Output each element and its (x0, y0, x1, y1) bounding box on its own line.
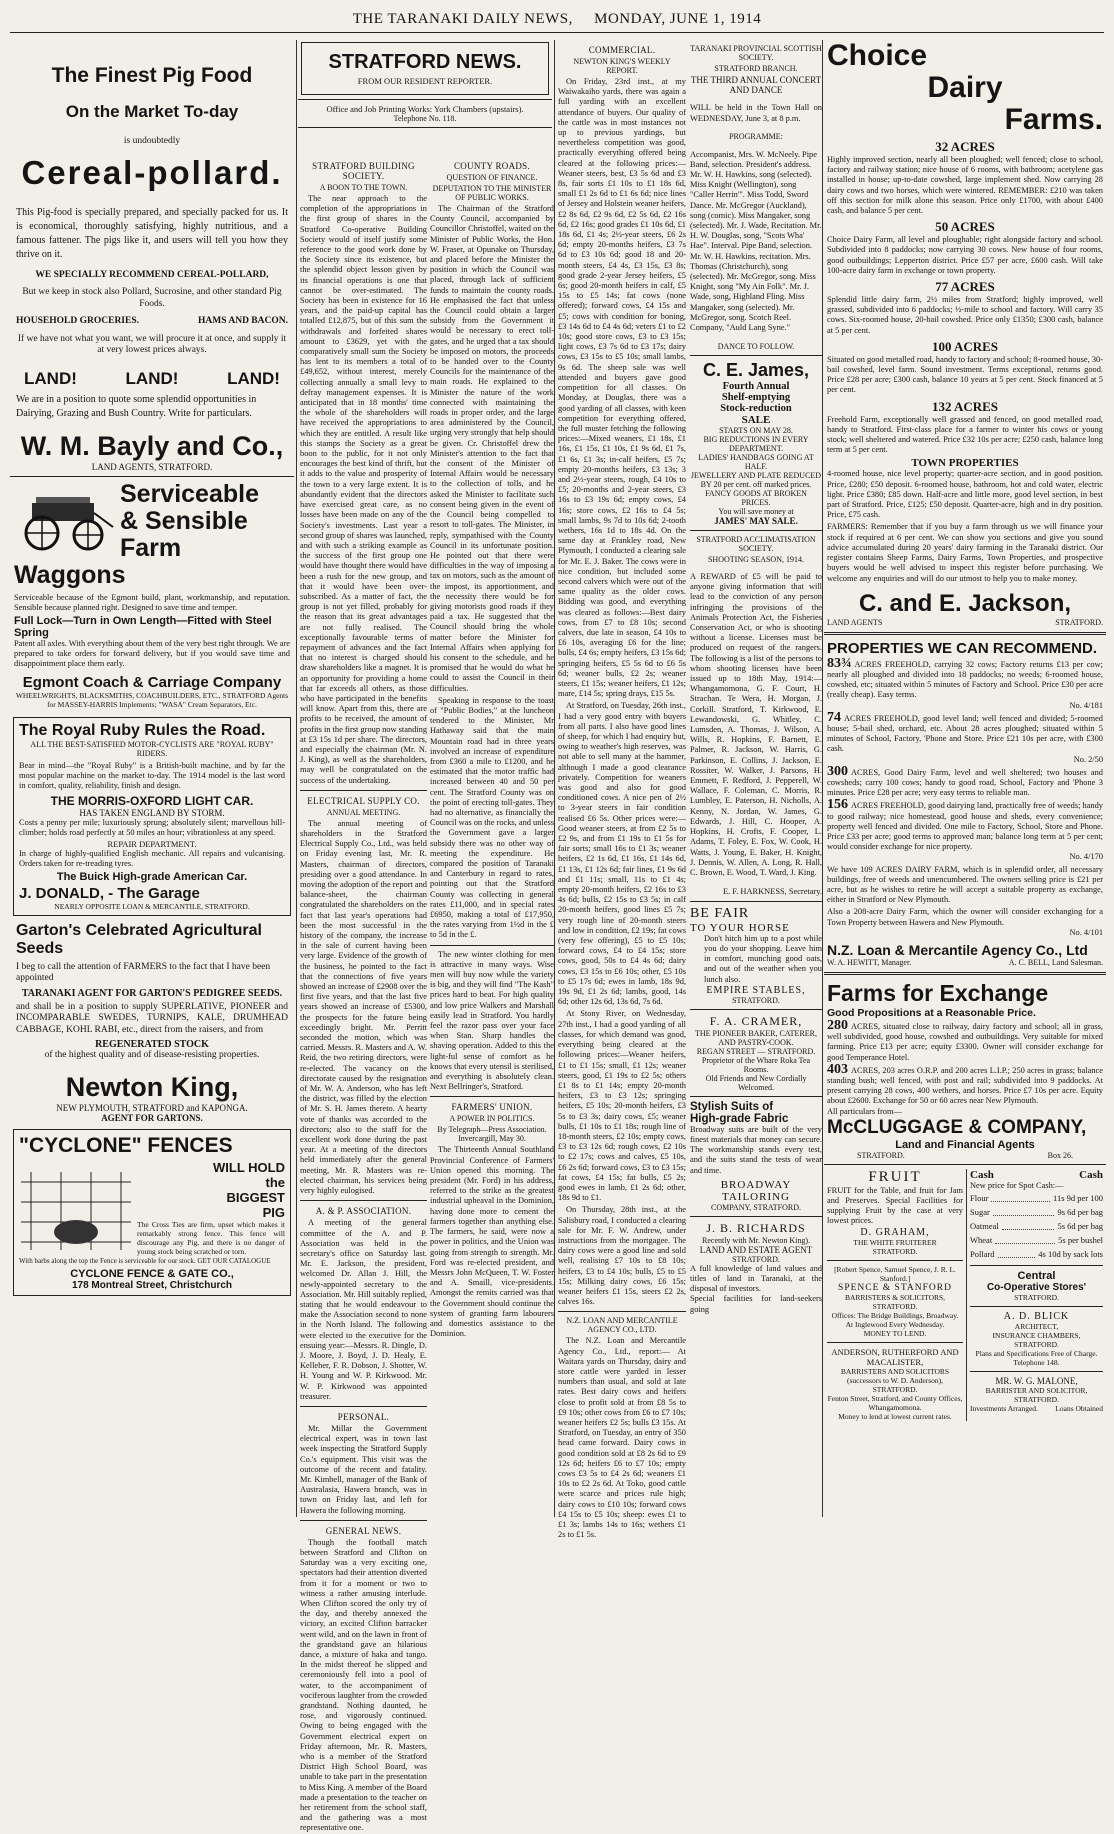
listing-text: Freehold Farm, exceptionally well grassed and fenced, on good metalled road, handy to Stratford. First-class place for a farmer to winter his cows or young stock; well sheltered and watered. Price £32 10s per acre; £250 cash, balance long term at 5 per cent. (827, 414, 1103, 455)
article-body: The near approach to the completion of the appropriations in the first group of shares in the Stratford Co-operative Building Society would of itself justify some reference to the good work done by the Society since its existence, but the splendid object lesson given by its financial operations is one that cannot be over-estimated. The Society has been in existence for 16 years, and the paid-up capital has totalled £12,875, but of this sum the withdrawals and forfeited shares amount to £3629, yet with the comparatively small sum the Society has lent to its members a total of £49,652, without interest, merely collecting annually a small levy to defray management expenses. It is anticipated that in 18 months' time the whole of the shareholders will have received the appropriations to which they are entitled. A result like this stamps the Society as a great boon to the public, for it not only encourages the best kind of thrift, but it adds to the value and prosperity of the town to a very large extent. It is abundantly evident that the directors have exercised great care, as no losses have been made on any of the Society's investments. Last year a second group of shares was launched, and with such a striking example as the success of the first group one would have thought there would have been a rush for the new group, and that it would have been over-subscribed. As a matter of fact, the group is not yet filled, probably for the reason that its great advantages are not fully realised. The exceptionally favourable terms of repayment of advances and the fact that no interest is charged should draw shareholders like a magnet. It is an opportunity for providing a home that far exceeds all others, as those who have participated in the benefits will know. Apart from this, there are profits to be received, the amount of profits in the first group now standing at £3 15s 1d per share. The directors, and especially the chairman (Mr. N. J. King), as well as the shareholders, may well be congratulated on the success of the undertaking. (300, 194, 428, 785)
ad-text: BIG REDUCTIONS IN EVERY DEPARTMENT. (703, 434, 809, 453)
listing-text: Splendid little dairy farm, 2½ miles from Stratford; highly improved, well grassed, subdivided into 6 paddocks; ½-mile to school and factory. Will carry 35 cows. Six-roomed house, 20-bail cowshed. Price only £1350; £300 cash, balance at 5 per cent. (827, 295, 1103, 335)
article-body: On Thursday, 28th inst., at the Salisbury road, I conducted a clearing sale for Mr. F. W. Andrew, under instructions from the mortgagee. The dairy cows were a good line and sold well, realising £7 10s to £8 10s; heifers, £3 to £4 10s; bulls, £5 to £5 15s; Milking dairy cows, £6 15s; weaner heifers £1 15s, steers £2 2s, calves 16s. (558, 1205, 686, 1307)
james-sale-ad (690, 360, 822, 526)
article-subheading: NEWTON KING'S WEEKLY REPORT. (573, 57, 671, 75)
ad-headline: On the Market To-day (65, 102, 239, 121)
article-body: The Thirteenth Annual Southland Provincial Conference of Farmers' Union opened this morning. The president (Mr. Ford) in his address, referred to the strike as the greatest industrial upheaval in the Dominion, having done more to cement the farmers together than anything else. The farmers, he said, were now a power in politics, and the Union was going from strength to strength. Mr. Ford was re-elected president, and Messrs John McQueen, T. W. Foster and A. Smaill, vice-presidents. Amongst the remits carried was that the Government should continue the system of granting farm labourers and domestics assistance to the Dominion. (430, 1145, 554, 1339)
ad-text: STRATFORD. (1014, 1395, 1059, 1405)
ad-text: of the highest quality and of disease-resisting properties. (44, 1050, 260, 1061)
notice-subheading: DANCE TO FOLLOW. (717, 341, 795, 351)
price-item: Oatmeal (970, 1221, 999, 1232)
firm-name: Newton King, (65, 1071, 239, 1102)
ad-text: INSURANCE CHAMBERS, (992, 1331, 1081, 1341)
ad-headline: FRUIT (868, 1168, 922, 1185)
ad-text: JEWELLERY AND PLATE REDUCED BY 20 per cent. off marked prices. (690, 470, 822, 489)
ad-text: FRUIT for the Table, and fruit for Jam and Preserves. Special Facilities for supplying Fruit by the case at very lowest prices. (827, 1185, 963, 1226)
article-body: The annual meeting of shareholders in the Stratford Electrical Supply Co., Ltd., was held on Friday evening last, Mr. R. Masters, chairman of directors, presiding over a good attendance. In moving the adoption of the report and balance-sheet, the chairman congratulated the shareholders on the fact that last year's operations had been the most successful in the history of the company, the increase in the sale of current having been very large. Evidence of the growth of the business, he pointed to the fact that the connections of five years showed an increase of £2908 over the first five years, and that the last five years showed an increase of £5300, the prospects for the future being exceedingly bright. Mr. Perritt seconded the motion, which was carried. Messrs. R. Masters and A. W. Reid, the two retiring directors, were re-elected. The vacancy on the directorate caused by the resignation of Mr. W. A. Anderson, who has left the district, was filled by the election of Mr. S. H. James thereto. A hearty vote of thanks was accorded to the directors; also to the staff for the excellent work done during the past year. At a meeting of the directors held immediately after the general meeting, Mr. R. Masters was re-elected chairman, his services being very highly eulogised. (300, 818, 427, 1196)
listing-acres: 300 (827, 763, 848, 779)
firm-name: SPENCE & STANFORD (838, 1282, 952, 1293)
article-heading: ELECTRICAL SUPPLY CO. (307, 795, 420, 806)
ad-text: EMPIRE STABLES, (706, 984, 806, 996)
firm-name: Central (1017, 1270, 1056, 1283)
ad-subhead: Good Propositions at a Reasonable Price. (827, 1006, 1036, 1019)
central-stores-ad (970, 1270, 1103, 1302)
ad-headline: PROPERTIES WE CAN RECOMMEND. (827, 639, 1098, 657)
ad-text: Box 26. (1047, 1150, 1073, 1160)
ad-headline: Farm (120, 533, 182, 562)
listing-text: Choice Dairy Farm, all level and ploughable; right alongside factory and school. Subdivided into 8 paddocks; now carrying 30 cows. New house of four rooms, good outbuildings; Lepperton district. Price £57 per acre, £600 cash. Will take 100-acre dairy farm in exchange or town property. (827, 235, 1103, 275)
ad-subhead: THE MORRIS-OXFORD LIGHT CAR. (50, 794, 254, 809)
ad-text: Broadway suits are built of the very finest materials that money can secure. The workmanship stands every test, and the suits stand the tests of wear and time. (690, 1124, 822, 1175)
ad-headline: "CYCLONE" FENCES (19, 1133, 233, 1157)
firm-name: Egmont Coach & Carriage Company (22, 673, 282, 691)
ad-text: All particulars from— (827, 1106, 902, 1116)
article-body: The Chairman of the Stratford County Council, accompanied by Councillor Christoffel, waited on the Minister of Public Works, the Hon. W. Fraser, at Opunake on Thursday, and placed before the Minister the position in which the Council was placed, through lack of sufficient funds to maintain the county roads. He emphasised the fact that unless the Council could obtain a larger subsidy from the Government it would be necessary to erect toll-gates, and he urged that a tax should be imposed on motors, the proceeds to be handed over to the County Councils for the maintenance of the main roads. He explained to the Minister the nature of the work connected with maintaining the roads in proper order, and the large area administered by the Council, urging very strongly that help should be given. Cr. Christoffel drew the Minister's attention to the fact that the consent of the Minister of Internal Affairs would be necessary to the collection of tolls, and he asked the Minister to facilitate such consent being given in the event of the Council being compelled to resort to toll-gates. The Minister, in reply, sympathised with the County Council in its unfortunate position. He pointed out that there were difficulties in the way of imposing a tax on motors, such as the amount of the impost, its apportionment, and the necessity there would be for giving motorists good roads if they paid a tax. He suggested that the Council should bring the whole matter before the Minister for Internal Affairs when applying for his consent to the schedule, and he promised that he would do what he could to assist the Council in their difficulties. (430, 204, 554, 693)
office-text: Office and Job Printing Works: York Chambers (upstairs). (326, 104, 524, 114)
ad-text: With barbs along the top the Fence is serviceable for our stock. GET OUR CATALOGUE (19, 1256, 271, 1265)
firm-name: A. D. BLICK (1003, 1311, 1070, 1323)
ad-text: I beg to call the attention of FARMERS to the fact that I have been appointed (16, 961, 271, 984)
stratford-news-header (298, 40, 552, 158)
notice-subheading: STRATFORD BRANCH. (714, 64, 798, 73)
ad-subhead: Full Lock—Turn in Own Length—Fitted with Steel Spring (14, 614, 272, 639)
ad-headline: Seeds (16, 939, 64, 957)
notice-subheading: THE THIRD ANNUAL CONCERT AND DANCE (690, 75, 822, 95)
listing-acres: 74 (827, 709, 841, 725)
ad-headline: BE FAIR (690, 905, 750, 921)
ad-text: STRATFORD. (857, 1150, 905, 1160)
listing-heading: 132 ACRES (931, 398, 999, 414)
price-value: 5s 6d per bag (1057, 1221, 1103, 1232)
ad-text: WE SPECIALLY RECOMMEND CEREAL-POLLARD, (35, 269, 269, 280)
listing-text: ACRES, situated close to railway, dairy factory and school; all in grass, well subdivided, good house, cowshed and outbuildings. Very suitable for mixed farming. Price £13 per acre; equity £3300. Owner will consider exchange for good Temperance Hotel. (827, 1021, 1103, 1062)
listing-heading: 77 ACRES (935, 279, 995, 295)
ad-headline: High-grade Fabric (690, 1112, 789, 1125)
ad-text: FARMERS: Remember that if you buy a farm through us we will finance your stock if required at 6 per cent. We can show you sections and give you sound advice accumulated during 20 years' dairy farming in the Taranaki district. Our register contains Sheep Farms, Dairy Farms, Town Properties, and prospective buyers would be well advised to inspect this register before purchasing. We welcome any enquiries and will do our utmost to help you to make money. (827, 522, 1103, 583)
listing-text: ACRES, 203 acres O.R.P. and 200 acres L.I.P.; 250 acres in grass; balance standing bush; well fenced, with post and rail; subdivided into 9 paddocks. At present carrying 28 cows, 400 wethers, and horses. Price £7 10s per acre. Equity about £2600. Exchange for 50 or 60 acres near New Plymouth. (827, 1065, 1103, 1106)
malone-ad (970, 1376, 1103, 1413)
ad-text: Old Friends and New Cordially Welcomed. (705, 1073, 807, 1092)
ad-headline: Farms. (1004, 103, 1103, 136)
wagon-illustration (14, 483, 114, 555)
article-heading: COMMERCIAL. (588, 45, 656, 55)
ad-text: STRATFORD. (1014, 1340, 1059, 1350)
column-ads-left (10, 40, 294, 1517)
article-body: Though the football match between Stratford and Clifton on Saturday was a very exciting one, spectators had their attention diverted from it for a moment or two to witness a rather amusing interlude. When Clifton scored the only try of the day, and thereby annexed the victory, an excited Clifton barracker went wild, and on the lawn in front of the grandstand gave an hilarious dance, a mixture of haka and tango. In the midst thereof he slipped and ceremoniously fell into a pool of water, to the accompaniment of vociferous laughter from the crowded grandstand. Nothing daunted, he rose, and vigorously continued. Owing to being engaged with the Government electrical expert on Friday afternoon, Mr. R. Masters, who is a member of the Stratford District High School Board, was unable to take part in the presentation to Miss King. A member of the Board made a presentation to the teacher on her retirement from the school staff, and the gathering was a most representative one. (300, 1537, 427, 1833)
fence-illustration (21, 1162, 131, 1252)
firm-name: MR. W. G. MALONE, (995, 1376, 1078, 1387)
ad-text: (successors to W. D. Anderson), (846, 1375, 944, 1385)
ad-text: STRATFORD. (872, 1246, 918, 1256)
ad-headline: BIGGEST (226, 1189, 285, 1205)
cramer-ad (690, 1014, 822, 1092)
ad-text: Bear in mind—the "Royal Ruby" is a British-built machine, and by far the most popular machine on the market to-day. The 1914 model is the last word in comfort, quality, reliability, finish and design. (19, 760, 285, 790)
ad-text: LAND AGENTS, STRATFORD. (91, 461, 213, 472)
article-heading: STRATFORD BUILDING SOCIETY. (312, 161, 415, 181)
column-rule (296, 40, 297, 1517)
firm-name: McCLUGGAGE & COMPANY, (827, 1116, 1087, 1138)
ad-text: At Inglewood Every Wednesday. (845, 1319, 945, 1329)
firm-name: W. M. Bayly and Co., (20, 430, 284, 461)
news-column-left (298, 156, 429, 1833)
ad-headline: Farms for Exchange (827, 979, 1049, 1006)
ad-text: STRATFORD. (872, 1384, 918, 1394)
masthead (10, 6, 1104, 33)
ad-text: But we keep in stock also Pollard, Sucrosine, and other standard Pig Foods. (22, 287, 282, 309)
article-heading: GENERAL NEWS. (325, 1525, 402, 1536)
blick-ad (970, 1311, 1103, 1367)
price-value: 5s per bushel (1058, 1235, 1103, 1246)
listing-item (827, 907, 1103, 938)
ad-text: Fourth Annual (722, 380, 790, 392)
recommend-ad (824, 640, 1106, 967)
ad-text: HOUSEHOLD GROCERIES. (16, 316, 139, 326)
ad-text: Telephone 148. (1013, 1358, 1060, 1368)
ad-headline: LAND! (24, 368, 77, 388)
article-subheading: N.Z. LOAN AND MERCANTILE AGENCY CO., LTD. (566, 1316, 678, 1335)
ad-headline: Cash (1079, 1168, 1103, 1181)
listing-text: Highly improved section, nearly all been ploughed; well fenced; close to school, factory and railway station; nice house of 6 rooms, with bathroom; acetylene gas installed in house; up-to-date cowshed, large implement shed. Now carrying 28 dairy cows and two horses, which were wintered. REMEMBER: £210 was taken off this section for milk alone this season. Price only £1700, with about £400 cash, and balance 5 per cent. (827, 155, 1103, 216)
cyclone-fences-ad (13, 1129, 291, 1296)
ad-headline: Waggons (14, 560, 126, 589)
notice-signature: E. F. HARKNESS, Secretary. (722, 886, 822, 896)
anderson-ad (827, 1347, 963, 1421)
firm-name: J. B. RICHARDS (706, 1220, 806, 1235)
ad-headline: Serviceable (120, 479, 259, 508)
ad-text: If we have not what you want, we will procure it at once, and supply it at very lowest prices always. (17, 333, 287, 355)
ad-text: In charge of highly-qualified English mechanic. All repairs and vulcanising. Orders taken for re-treading tyres. (19, 848, 285, 868)
ad-text: Recently with Mr. Newton King). (702, 1235, 810, 1245)
ad-text: [Robert Spence, Samuel Spence, J. R. L. Stanford.] (834, 1264, 956, 1283)
ad-text: FANCY GOODS AT BROKEN PRICES. (705, 488, 807, 507)
listing-text: ACRES FREEHOLD, carrying 32 cows; Factory returns £13 per cow; nearly all ploughed and divided into 18 paddocks; no weeds; 6-roomed house, cowshed, etc; situated within 5 minutes of Factory and School. Price £30 per acre (really cheap). Easy terms. (827, 659, 1103, 700)
article-heading: A. & P. ASSOCIATION. (315, 1206, 412, 1217)
article-body: At Stratford, on Tuesday, 26th inst., I had a very good entry with buyers from all parts. I also have good lines of sheep, for which I had enquiry but, owing to weather's high reserves, was not able to sell many at the hammer, although I made a good clearance privately. Competition for weaners was good and also for good conditioned cows. A nice pen of 2½ to 3-year steers in fair condition realised £6 5s. Other prices were:—Good weaner steers, at from £2 5s to £2 9s, and from £1 19s to £1 5s for fair sorts; small 16s to £1 3s; weaner heifers, £2 1s 6d, £1 16s, £1 14s 6d, £1 13s, £1 12s 6d; fair lines, £1 9s 6d and £1 11s; small, 11s to £1 4s; empty 20-month heifers, £2 16s to £3 4s 6d; bulls, £2 15s to £3 5s; in calf 20-month heifers, good lines £5 7s; very rough line of 20-month steers and low in condition, £2 19s; fat cows (very few offering), £5 to £5 10s; forward cows, £4 to £4 15s; store cows, good, 50s to £4 4s 6d; dairy cows, £3 15s to £6 10s; other, £5 10s to £5 17s 6d; ewes in lamb, 18s 9d, 19s 9d, £1 2s 6d; lambs, good, 14s 6d; other 12s 6d, 13s 6d, 7s 6d. (558, 701, 686, 1007)
ad-text: BARRISTERS & SOLICITORS, (844, 1292, 946, 1302)
ad-text: This Pig-food is specially prepared, and specially packed for us. It is economical, thoroughly satisfying, highly nutritious, and a famous fattener. The pigs like it, and users will tell you how they thrive on it. (16, 206, 288, 260)
article-body: Mr. Millar the Government electrical expert, was in town last week inspecting the Stratford Supply Co.'s equipment. This visit was the outcome of the recent and fatality. Mr. Kimbell, manager of the Bank of Australasia, Hawera branch, was in town on Friday last, and left for Hawera the following morning. (300, 1423, 427, 1515)
ad-text: STARTS ON MAY 28. (719, 425, 793, 435)
notice-subheading: SHOOTING SEASON, 1914. (707, 554, 804, 564)
price-value: 9s 6d per bag (1057, 1207, 1103, 1218)
ad-text: LAND AGENTS (827, 617, 883, 627)
ad-headline: WILL HOLD (213, 1159, 285, 1175)
listing-text: Situated on good metalled road, handy to factory and school; 8-roomed house, 30-bail cowshed, level farm. Sound investment. Terms exceptional, returns good. Price £28 per acre; £300 cash, balance 10 years at 5 per cent. Stock financed at 5 per cent. (827, 354, 1103, 395)
ad-text: A. C. BELL, Land Salesman. (1008, 957, 1103, 967)
royal-ruby-ad (13, 717, 291, 916)
listing-acres: 280 (827, 1017, 848, 1033)
ad-text: Money to lend at lowest current rates. (838, 1411, 952, 1421)
article-body: The new winter clothing for men is attractive in many ways. Wise men will buy now while the variety is big, and they will find "The Kash" prices hard to beat. For high quality and low price Walkers and Marshall easily lead in Stratford. You hardly feel the razor pass over your face when Stan. Sharp handles the shaving operation. Added to this the light-ful sense of comfort as he knows that every utensil is sterilised, and everything is absolutely clean. Next Bellringer's, Stratford. (430, 949, 554, 1092)
firm-name: C. and E. Jackson, (858, 589, 1072, 617)
ad-text: Proprietor of the Whare Roka Tea Rooms. (701, 1055, 811, 1074)
listing-item (827, 655, 1103, 711)
price-row (970, 1233, 1103, 1247)
listing-text: ACRES FREEHOLD, good level land; well fenced and divided; 5-roomed house; 5-bail shed, orchard, etc. About 28 acres ploughed; situated within 5 minutes of School, Factory, 'Phone and Store. Price £21 10s per acre, with £300 cash. (827, 713, 1103, 754)
firm-name: D. GRAHAM, (860, 1226, 930, 1238)
article-dateline: By Telegraph—Press Association. Invercargill, May 30. (437, 1125, 547, 1144)
ad-headline: Dairy (927, 71, 1003, 104)
ad-text: Serviceable because of the Egmont build, plant, workmanship, and reputation. Sensible because planned right. Designed to save time and temper. (14, 592, 290, 612)
ad-text: MONEY TO LEND. (863, 1328, 927, 1338)
listing-item (827, 1017, 1103, 1063)
article-subheading: QUESTION OF FINANCE. (446, 173, 538, 182)
ad-subhead: TOWN PROPERTIES (911, 457, 1019, 470)
ad-text: Fenton Street, Stratford, and County Offices, Whangamomona. (827, 1393, 963, 1412)
listing-heading: 32 ACRES (935, 139, 995, 154)
recommend-listings (827, 655, 1103, 938)
broadway-ad (690, 1101, 822, 1212)
price-item: Flour (970, 1193, 989, 1204)
article-body: The N.Z. Loan and Mercantile Agency Co., Ltd., report:— At Waitara yards on Thursday, dairy and store cattle were yarded in lesser numbers than usual, and sold at late rates. Best dairy cows and heifers close to profit sold at from £8 5s to £9 10s; other cows from £6 to £7 10s; weaner heifers £2 5s; bulls £3 15s. At Stratford, on Tuesday, an entry of 350 head came forward. Dairy cows in good condition sold at £8 2s 6d to £9 12s 6d; heifers £6 to £7 10s; empty cows £3 5s to £4 2s 6d; weaners £1 10s to £2 2s 6d. At Toko, good cattle were scarce and prices rule high; dairy cows to £10 10s; forward cows £4 15s to £5 10s; sheep: ewes £1 to £1 3s; lambs 14s to 16s; wethers £1 2s to £1 5s. (558, 1336, 686, 1540)
masthead-date: MONDAY, JUNE 1, 1914 (594, 11, 762, 27)
commercial-column (556, 40, 688, 1540)
ad-text: You will save money at (718, 506, 794, 516)
price-leader (995, 1233, 1055, 1244)
exchange-listings (827, 1017, 1103, 1107)
listing-item (827, 763, 1103, 799)
price-leader (1002, 1219, 1055, 1230)
firm-name: BROADWAY TAILORING (720, 1178, 792, 1203)
ad-headline: LAND! (125, 368, 179, 388)
dairy-listings (827, 139, 1103, 455)
notice-text: A REWARD of £5 will be paid to anyone giving information that will lead to the conviction of any person infringing the provisions of the Animals Protection Act, the Fisheries Conservation Act, or who is shooting without a license. Licenses must be produced on request of the rangers. The following is a list of the persons to whom shooting licenses have been issued up to 18th May, 1914:— Whangamomona, G. F. Court, H. Strachan. Te Wera, H. Morgan, J. Corkill. Stratford, T. Kirkwood, E. Lewandowski, G. Whitley, C. Lumsden, A. Thomas, J. Wilson, A. Wills, R. Hopkins, F. Barnett, E. Palmer, R. Jackson, W. Harris, G. Parkinson, E. Collins, J. Jackson, E. Rossiter, W. Walker, J. Parsons, H. Emmett, F. Redford, J. Pepperell, W. Wallace, F. Coleman, C. Morris, R. Lumbley, E. Paterson, H. Nicholls, A. Kenny, N. Jordan, W. James, G. Edwards, J. Hill, C. Hooper, A. Hopkins, H. Crofts, F. Cooper, L. Adams, T. Foley, E. Fox, W. Cook, H. Watts, J. Young, E. Baker, H. Knight, J. Dennis, W. Allen, A. Long, R. Hall, C. Brown, E. Wood, T. Ward, J. King. (690, 572, 822, 877)
ad-text: Costs a penny per mile; luxuriously sprung; absolutely silent; marvellous hill-climber; holds road perfectly at 50 miles an hour; vibrationless at any speed. (19, 818, 285, 838)
ad-headline: Garton's Celebrated Agricultural (16, 921, 262, 939)
horse-ad (690, 906, 822, 1005)
listing-heading: 100 ACRES (931, 338, 999, 354)
ad-text: BARRISTERS AND SOLICITORS (840, 1366, 950, 1376)
price-leader (993, 1205, 1055, 1216)
price-row (970, 1191, 1103, 1205)
ad-text: Offices: The Bridge Buildings, Broadway. (831, 1310, 959, 1320)
notice-heading: TARANAKI PROVINCIAL SCOTTISH SOCIETY. (690, 44, 822, 62)
masthead-title: THE TARANAKI DAILY NEWS, (352, 11, 573, 27)
ad-text: LADIES' HANDBAGS GOING AT HALF. (698, 452, 814, 471)
ad-subhead: REGENERATED STOCK (95, 1039, 209, 1051)
notice-text: WILL be held in the Town Hall on WEDNESDAY, June 3, at 8 p.m. (690, 103, 822, 123)
ad-text: The Cross Ties are firm, upset which makes it remarkably strong fence. This fence will discourage any Pig, and there is no danger of young stock being scratched or torn. (137, 1219, 285, 1256)
listing-ref: No. 4/181 (1069, 700, 1103, 710)
price-item: Wheat (970, 1235, 993, 1246)
listing-ref: No. 4/101 (1069, 927, 1103, 937)
ad-headline: Choice (827, 39, 928, 72)
ad-text: We are in a position to quote some splendid opportunities in Dairying, Grazing and Bush Country. Write for particulars. (16, 393, 257, 419)
ad-headline: LAND! (227, 368, 280, 388)
ad-text: HAS TAKEN ENGLAND BY STORM. (79, 808, 225, 819)
ad-text: ALL THE BEST-SATISFIED MOTOR-CYCLISTS ARE "ROYAL RUBY" RIDERS. (30, 739, 274, 758)
ad-headline: PIG (262, 1204, 285, 1220)
listing-text: ACRES, Good Dairy Farm, level and well sheltered; two houses and cowsheds; carry 100 cows; handy to good road, School, Factory and 'Phone 3 minutes. Price £28 per acre; very easy terms to reliable man. (827, 767, 1103, 798)
ad-text: and shall be in a position to supply SUPERLATIVE, PIONEER and INCOMPARABLE SWEDES, TURNIPS, KALE, DRUMHEAD CABBAGE, KOHL RABI, etc., direct from the raisers, and from (16, 1001, 288, 1035)
ad-headline: The Royal Ruby Rules the Road. (19, 721, 266, 739)
cash-ad (970, 1169, 1103, 1261)
price-row (970, 1205, 1103, 1219)
article-heading: PERSONAL. (337, 1411, 390, 1422)
egmont-ad (10, 481, 294, 709)
listing-acres: 403 (827, 1061, 848, 1077)
price-item: Pollard (970, 1249, 995, 1260)
ad-text: Patent all axles. With everything about them of the very best right through. We are prepared to take orders for forward delivery, but if you would save time and disappointment place them early. (14, 638, 290, 669)
firm-name: F. A. CRAMER, (709, 1013, 803, 1028)
ad-text: 178 Montreal Street, Christchurch (71, 1280, 233, 1292)
notices-column (688, 40, 824, 1517)
ad-text: Plans and Specifications Free of Charge. (975, 1349, 1098, 1359)
ad-text: JAMES' MAY SALE. (714, 515, 798, 526)
firm-name: Co-Operative Stores' (986, 1282, 1087, 1294)
listing-text: ACRES FREEHOLD, good dairying land, practically free of weeds; handy to good railway; nice homestead, good house and sheds, every convenience; property well fenced and divided. One mile to Factory, School, Store and Phone. Price £33 per acre; good terms to approved man; balance long term at 5 per cent; would consider exchange for nice property. (827, 801, 1103, 852)
office-text: Telephone No. 118. (393, 114, 457, 123)
firm-name: C. E. James, (702, 359, 810, 380)
ad-text: W. A. HEWITT, Manager. (827, 957, 912, 967)
ad-text: 4-roomed house, nice level property; quarter-acre section, and in good position. Price, £280; £50 deposit. 6-roomed house, bathroom, hot and cold water, electric light. Price £380; £85 down. Half-acre and little more, good level section, in best part of Stratford. Price, £125; £50 deposit. Quarter-acre, high and in dry position. Price, £75 cash. (827, 469, 1103, 520)
firm-name: N.Z. Loan & Mercantile Agency Co., Ltd (827, 941, 1088, 958)
ad-text: A full knowledge of land values and titles of land in Taranaki, at the disposal of investors. (690, 1263, 822, 1294)
listing-item (827, 797, 1103, 862)
listing-text: We have 109 ACRES DAIRY FARM, which is in splendid order, all necessary buildings, free of weeds and unencumbered. The owners selling price is £21 per acre, but as he wishes to retire he will accept a suitable property as exchange, either in Stratford or New Plymouth. (827, 864, 1103, 905)
article-body: At Stony River, on Wednesday, 27th inst., I had a good yarding of all classes, for which demand was good, everything being cleared at the following prices:—Weaner heifers, £1 to £1 15s; small, £1 12s; weaner steers, good, £1 19s to £2 5s; others £1 8s to £1 14s; empty 20-month heifers, £3 to £3 12s; springing heifers, £5 10s; 20-month heifers, £3 5s to £3 3s; dairy cows, £5; weaner bulls, £1 10s to £1 18s; rough line of 18-month steers, £2 10s; empty cows, £3 to £3 12s 6d; rough cows, £2 10s to £2 17s; cows and calves, £5 10s, £6 2s 6d; forward cows, £3 to £3 15s; fat cows, £4 15s; fat bulls, £5 2s; good ewes in lamb, £1 2s 6d; other, 18s 9d to £1. (558, 1009, 686, 1203)
ad-subhead: The Buick High-grade American Car. (56, 870, 248, 883)
ad-text: STRATFORD. (1055, 617, 1103, 627)
ad-text: Shelf-emptying (721, 391, 791, 403)
article-heading: FARMERS' UNION. (451, 1102, 533, 1113)
ad-text: THE WHITE FRUITERER (853, 1237, 937, 1247)
article-body: A meeting of the general committee of the A. and P. Association was held in the secretary's office on Saturday last. Mr. E. Jackson, the president, welcomed Dr. Allan J. Hill, the newly-appointed secretary to the Association. Mr. Hill suitably replied, stating that he would endeavour to make the Association second to none in the North Island. The following were elected to the executive for the ensuing year:—Messrs. R. Dingle, D. J. Moore, J. Boyd, J. D. Healy, E. Kelleher, F. R. Dobson, J. Shotter, W. H. Young and W. P. Kirkwood. Mr. W. P. Kirkwood was appointed treasurer. (300, 1218, 427, 1401)
product-name: Cereal-pollard. (21, 153, 283, 191)
ad-headline: & Sensible (120, 506, 248, 535)
listing-ref: No. 4/170 (1069, 852, 1103, 862)
section-subtitle: FROM OUR RESIDENT REPORTER. (357, 76, 493, 86)
price-row (970, 1247, 1103, 1261)
listing-item (827, 709, 1103, 765)
listing-item (827, 865, 1103, 906)
spence-ad (827, 1265, 963, 1338)
ad-text: BARRISTER AND SOLICITOR, (985, 1386, 1088, 1396)
article-heading: COUNTY ROADS. (453, 161, 531, 171)
ad-text: STRATFORD. (732, 1254, 780, 1264)
pig-food-ad (10, 40, 294, 357)
ad-headline: the (265, 1174, 285, 1190)
firm-name: ANDERSON, RUTHERFORD AND MACALISTER, (831, 1346, 959, 1367)
section-title: STRATFORD NEWS. (328, 51, 522, 73)
ad-headline: TO YOUR HORSE (690, 921, 790, 934)
price-value: 11s 9d per 100 (1053, 1193, 1103, 1204)
ad-text: SALE (741, 413, 771, 426)
notice-text: Accompanist, Mrs. W. McNeely. Pipe Band, selection. President's address. Mr. W. H. Hawkins, song (selected). Miss Knight (Wellington), song "Caller Herrin'". Miss Todd, Sword Dance. Mr. McGregor (Auckland), song (comic). Miss Mangaker, song (selected). Mr. J. Wade, Recitation. Mr. H. W. Douglas, song, "Scots Wha' Hae". Interval. Pipe Band, selection. Mr. W. H. Hawkins, recitation. Mrs. Thomas (Christchurch), song (selected). Mr. McGregor, song. Miss Knight, song "My Ain Folk". Mr. J. Wade, song, Highland Fling. Miss Mangaker, song (selected). Mr. McGregor, song. Scotch Reel. Company, "Auld Lang Syne." (690, 149, 822, 333)
notice-subheading: PROGRAMME: (729, 132, 783, 142)
notice-heading: STRATFORD ACCLIMATISATION SOCIETY. (696, 534, 816, 553)
ad-text: Investments Arranged. (970, 1404, 1038, 1414)
ad-text: is undoubtedly (123, 136, 181, 146)
richards-ad (690, 1221, 822, 1315)
ad-text: Loans Obtained (1055, 1404, 1103, 1414)
ad-headline: Stylish Suits of (690, 1100, 774, 1113)
ad-subhead: Land and Financial Agents (895, 1138, 1035, 1151)
ad-text: WHEELWRIGHTS, BLACKSMITHS, COACHBUILDERS, ETC., STRATFORD Agents for MASSEY-HARRIS Implements; "WASA" Cream Separators, Etc. (15, 690, 289, 709)
price-leader (998, 1247, 1036, 1258)
ad-text: LAND AND ESTATE AGENT (699, 1244, 813, 1255)
article-subheading: A POWER IN POLITICS. (449, 1114, 535, 1124)
firm-name: CYCLONE FENCE & GATE CO., (70, 1268, 234, 1281)
article-body: Speaking in response to the toast of "Public Bodies," at the luncheon tendered to the Minister, Mr Hathaway said that the main Mountain road had in three years involved an increase of expenditure from £360 a mile to £1200, and he estimated that the motor traffic had increased between 40 and 50 per cent. The Stratford County was on the point of erecting toll-gates. They had no alternative, as financially the Council was on the rocks, and unless the Government gave a larger subsidy there was no other way of meeting the expenditure. He compared the position of Taranaki and Canterbury in regard to rates, pointing out that the Stratford County was collecting in general rates £11,000, and in special rates £6950, making a total of £17,950, the rates varying from 1½d in the £ to 5d in the £. (430, 695, 554, 940)
article-subheading: DEPUTATION TO THE MINISTER OF PUBLIC WORKS. (432, 184, 552, 202)
ad-text: REGAN STREET — STRATFORD. (696, 1046, 816, 1056)
ad-text: AGENT FOR GARTONS. (101, 1112, 203, 1123)
listing-item (827, 1061, 1103, 1107)
ad-text: HAMS AND BACON. (198, 316, 288, 326)
land-ad (10, 357, 294, 472)
price-value: 4s 10d by sack lots (1038, 1249, 1103, 1260)
ad-text: ARCHITECT, (1014, 1322, 1059, 1332)
price-leader (991, 1191, 1050, 1202)
article-subheading: ANNUAL MEETING. (326, 807, 401, 817)
ad-subhead: TARANAKI AGENT FOR GARTON'S PEDIGREE SEEDS. (21, 987, 283, 999)
ad-text: NEW PLYMOUTH, STRATFORD and KAPONGA. (56, 1102, 248, 1113)
news-column-right (428, 156, 556, 1517)
ad-text: STRATFORD. (872, 1301, 918, 1311)
listing-text: Also a 208-acre Dairy Farm, which the owner will consider exchanging for a Town Property between Hawera and New Plymouth. (827, 907, 1103, 927)
ad-text: REPAIR DEPARTMENT. (107, 838, 197, 849)
exchange-ad (824, 980, 1106, 1160)
ad-text: NEARLY OPPOSITE LOAN & MERCANTILE, STRATFORD. (54, 901, 250, 911)
listing-ref: No. 2/50 (1073, 754, 1103, 764)
listing-heading: 50 ACRES (935, 219, 995, 235)
article-body: On Friday, 23rd inst., at my Waiwakaiho yards, there was again a full yarding with an excellent attendance of buyers. Our quality of the cattle was in most instances not up to previous yardings, but nevertheless competition was good, practically everything offered being cleared at the following prices:—Weaner steers, best, £3 5s 6d and £3 8s, fair sorts £1 10s to £1 18s 6d, small £1 2s 6d to £1 6s 6d; nice lines of Jersey and Holstein weaner heifers, £2 8s 6d, £2 9s 6d, £2 5s 6d, £2 16s 6d, £2 16s; good grades £1 10s 6d, £1 18s 6d, £1 4s; 2½-year steers, £6 2s 6d; empty 20-months heifers, £3 7s 6d to £3 10s 6d; good 18 and 20-month steers, £4 4s, £3 15s, £3 8s; good grade 2-year Jersey heifers, £5 6s; good 20-month heifers in calf, £5 15s to £5 14s; fat cows (none offered); forward cows, £4 15s and £5; cows with condition for boning, £3 14s 6d to £4 4s 6d; veters £1 to £2 10s; good store cows, £3 to £3 15s; light cows, £3 7s 6d to £3 17s; dairy cows, £3 15s to £5 10s; small lambs, 9s 6d. The sheep sale was well attended and buyers gave good competition for all classes. On Monday, at Douglas, there was a good yarding of all classes, with keen competition for everything offered, the full muster fetching the following prices:—Mixed weaners, £1 18s, £1 16s, £1 15s, £1 10s, £1 9s 6d, £1 7s, £1 6s, £1 3s; in-calf heifers, £5 7s; empty 20-months heifers, £3 13s; 3 and 2½-year steers, rough, £4 10s to £5; 20-months and 2-year steers, £3 16s to £3 19s 6d; empty cows, £4 16s; store cows, £2 16s to £4 5s; small lambs, 9s 7d to 10s 6d; 2-tooth wethers, 16s 1d to 18s 4d. On the same day at Frankley road, New Plymouth, I conducted a clearing sale for Mr. E. J. Baker. The cows were in nice condition, but included some second calvers which were out of the same quality as the older cows. Bidding was good, and everything was cleared as follows:—Best dairy cows, from £7 to £8 10s; second calvers, due late in season, £4 10s to £6 10s, averaging £6 for the line; bulls, £4 6s; empty heifers, £3 15s 6d; springing heifers, £5 5s 6d to £6 5s 6d; weaner bulls, £2 2s; weaner steers, £1 15s; weaner heifers, £1 12s; mare, £14 5s; spring drays, £15 5s. (558, 77, 686, 699)
ad-text: Special facilities for land-seekers going (690, 1294, 822, 1314)
ad-text: COMPANY, STRATFORD. (710, 1202, 802, 1212)
ad-text: Stock-reduction (720, 402, 792, 414)
garton-ad (10, 922, 294, 1123)
column-ads-right (824, 40, 1106, 1517)
fruit-ad (827, 1169, 963, 1256)
ad-headline: The Finest Pig Food (51, 64, 253, 87)
ad-text: STRATFORD. (732, 995, 780, 1005)
article-subheading: A BOON TO THE TOWN. (319, 183, 408, 192)
price-row (970, 1219, 1103, 1233)
listing-acres: 156 (827, 797, 848, 813)
ad-headline: Cash (970, 1168, 994, 1181)
cash-price-list (970, 1191, 1103, 1261)
price-item: Sugar (970, 1207, 990, 1218)
ad-text: STRATFORD. (1014, 1293, 1059, 1303)
listing-acres: 83¾ (827, 655, 852, 671)
ad-text: THE PIONEER BAKER, CATERER, AND PASTRY-COOK. (695, 1028, 817, 1047)
ad-text: Don't hitch him up to a post while you do your shopping. Leave him in comfort, munching good oats, and out of the weather when you lunch also. (704, 933, 822, 984)
ad-text: New price for Spot Cash:— (970, 1180, 1064, 1190)
firm-name: J. DONALD, - The Garage (19, 884, 200, 902)
dairy-farms-ad (824, 40, 1106, 627)
